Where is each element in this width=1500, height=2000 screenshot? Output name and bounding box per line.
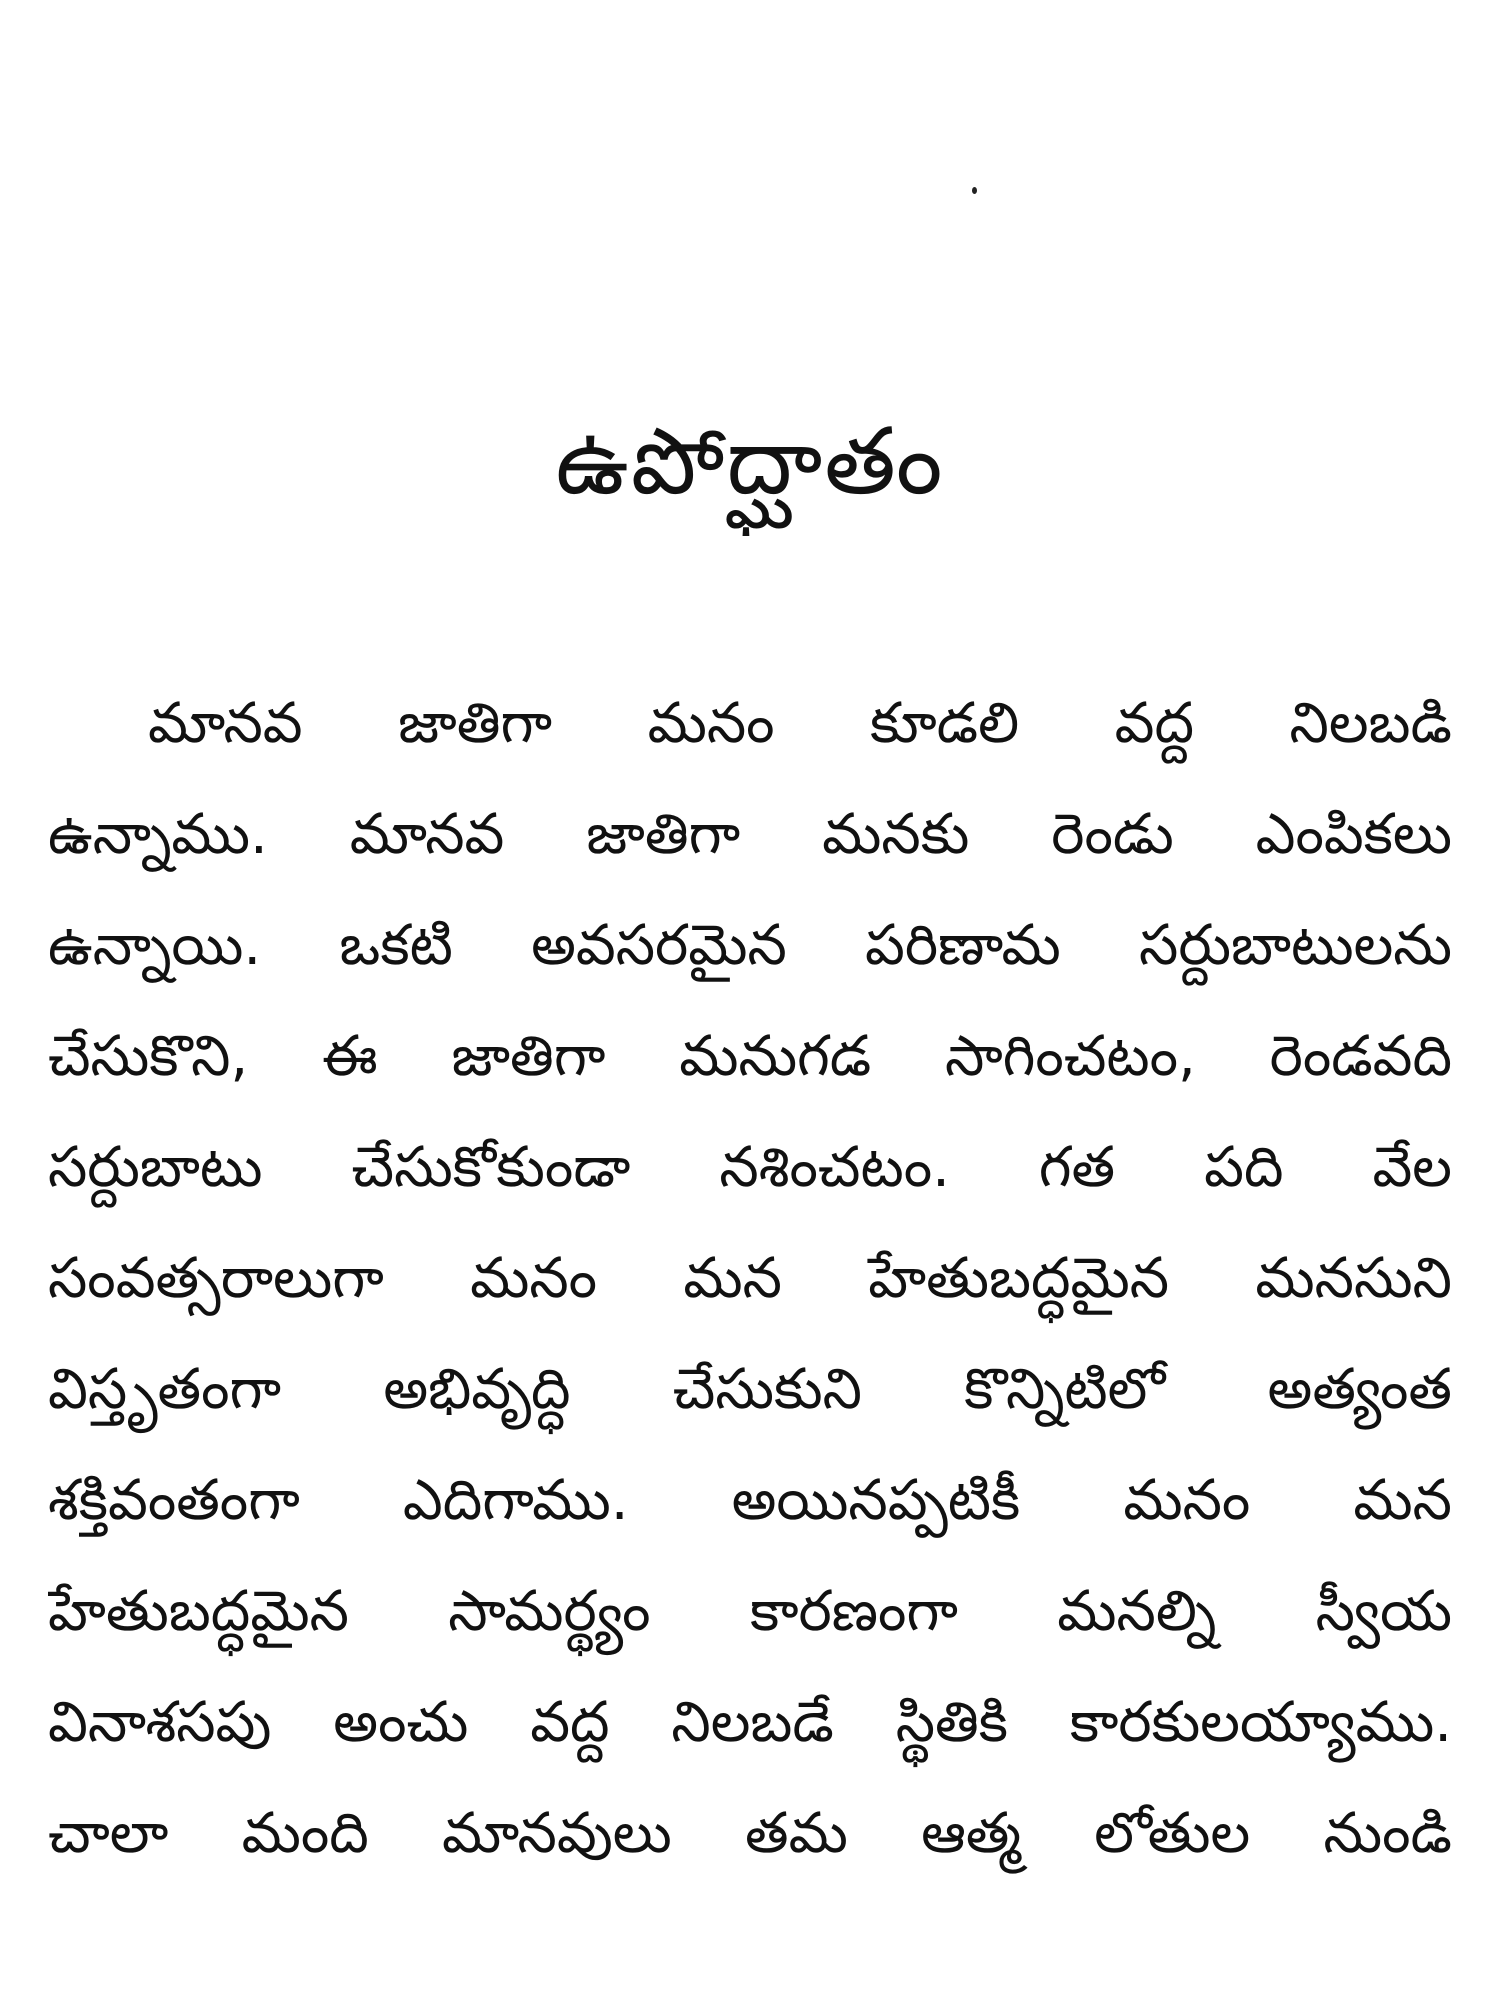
text-line: మానవ జాతిగా మనం కూడలి వద్ద నిలబడి: [148, 691, 1452, 756]
page-title: ఉపోద్ఘాతం: [555, 407, 945, 515]
text-line: చేసుకొని, ఈ జాతిగా మనుగడ సాగించటం, రెండవది: [48, 1024, 1452, 1089]
scan-speck: [972, 187, 977, 194]
text-line: హేతుబద్ధమైన సామర్థ్యం కారణంగా మనల్ని స్వీయ: [48, 1579, 1452, 1644]
text-line: సర్దుబాటు చేసుకోకుండా నశించటం. గత పది వేల: [48, 1135, 1452, 1200]
text-line: ఉన్నాయి. ఒకటి అవసరమైన పరిణామ సర్దుబాటులను: [48, 913, 1452, 978]
text-line: శక్తివంతంగా ఎదిగాము. అయినప్పటికీ మనం మన: [48, 1468, 1452, 1533]
text-line: ఉన్నాము. మానవ జాతిగా మనకు రెండు ఎంపికలు: [48, 802, 1452, 867]
text-line: విస్తృతంగా అభివృద్ధి చేసుకుని కొన్నిటిలో అత్యంత: [48, 1357, 1452, 1422]
text-line: చాలా మంది మానవులు తమ ఆత్మ లోతుల నుండి: [48, 1801, 1452, 1866]
text-line: వినాశసపు అంచు వద్ద నిలబడే స్థితికి కారకులయ్యాము.: [48, 1690, 1452, 1755]
text-line: సంవత్సరాలుగా మనం మన హేతుబద్ధమైన మనసుని: [48, 1246, 1452, 1311]
body-paragraph: [48, 668, 1452, 1889]
